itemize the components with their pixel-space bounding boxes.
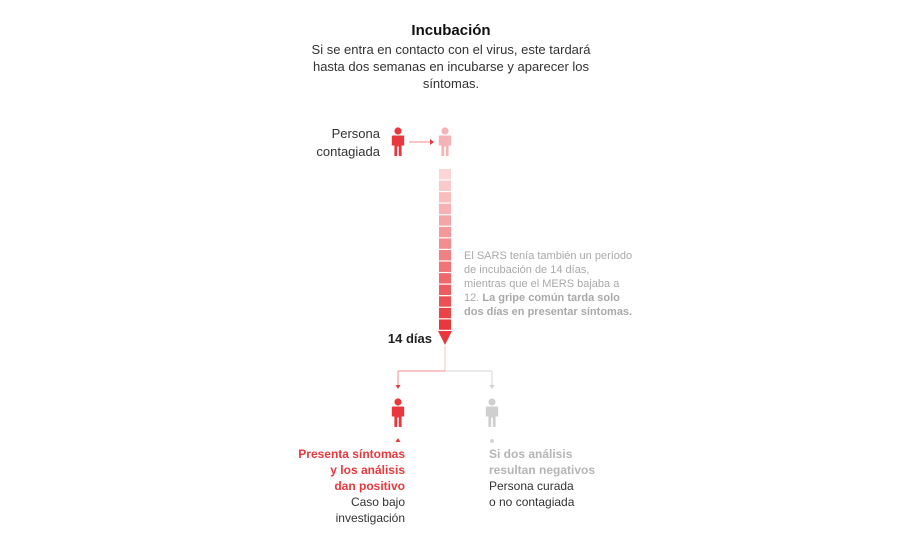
positive-outcome-subtitle: Caso bajo investigación xyxy=(335,495,405,525)
negative-marker xyxy=(490,439,494,443)
positive-outcome-title: Presenta síntomas y los análisis dan positivo xyxy=(298,447,405,493)
diagram-subtitle: Si se entra en contacto con el virus, este tardará hasta dos semanas en incubarse y aparecer los síntomas. xyxy=(311,42,591,91)
person-icon-incubating xyxy=(439,127,451,156)
note-text: El SARS tenía también un período de incubación de 14 días, mientras que el MERS bajaba a 12. xyxy=(464,250,633,304)
day-block xyxy=(439,273,451,283)
day-block xyxy=(439,308,451,318)
incubation-arrow-head xyxy=(438,331,452,345)
day-block xyxy=(439,169,451,179)
day-block xyxy=(439,250,451,260)
day-block xyxy=(439,296,451,306)
day-block xyxy=(439,285,451,295)
incubation-days-bar xyxy=(439,169,451,330)
negative-outcome-title: Si dos análisis resultan negativos xyxy=(489,447,596,477)
infected-person-label: Persona contagiada xyxy=(316,126,380,159)
day-block xyxy=(439,262,451,272)
day-block xyxy=(439,238,451,248)
duration-label: 14 días xyxy=(387,331,432,346)
note-bold-text: La gripe común tarda solo dos días en presentar síntomas. xyxy=(464,292,633,318)
branch-right-arrow-head xyxy=(490,385,495,389)
day-block xyxy=(439,215,451,225)
negative-outcome-subtitle: Persona curada o no contagiada xyxy=(489,479,575,509)
person-icon-infected xyxy=(392,127,404,156)
positive-marker xyxy=(396,438,401,442)
day-block xyxy=(439,204,451,214)
diagram-title: Incubación xyxy=(411,22,491,39)
person-icon-negative xyxy=(486,398,498,427)
day-block xyxy=(439,192,451,202)
day-block xyxy=(439,227,451,237)
day-block xyxy=(439,319,451,329)
day-block xyxy=(439,181,451,191)
person-icon-positive xyxy=(392,398,404,427)
transmission-arrow-head xyxy=(430,139,434,145)
branch-left-arrow-head xyxy=(396,385,401,389)
